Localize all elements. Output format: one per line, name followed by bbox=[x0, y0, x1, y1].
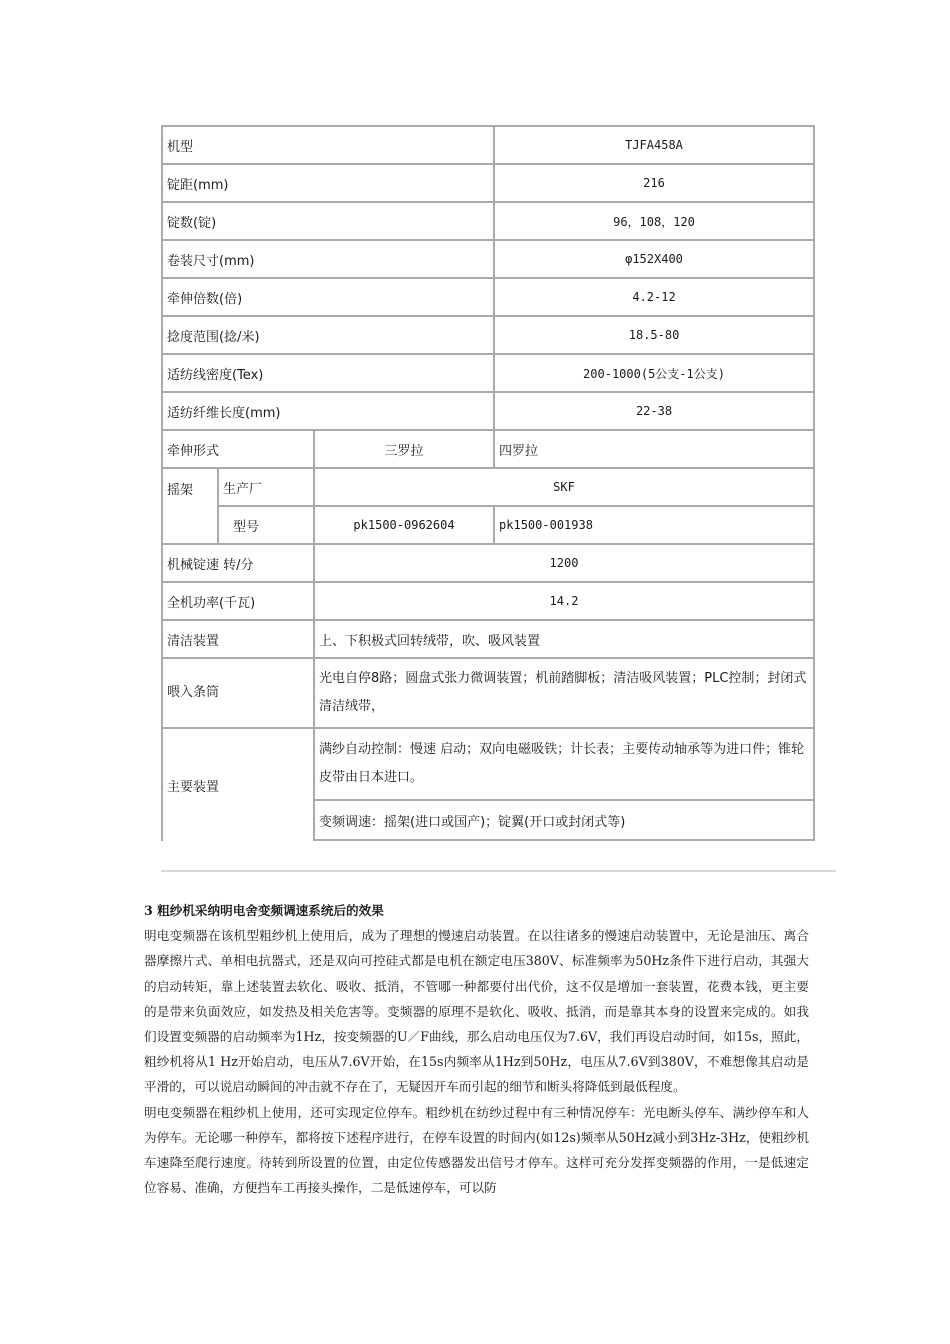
main-value-1: 满纱自动控制：慢速 启动；双向电磁吸铁；计长表；主要传动轴承等为进口件；锥轮皮带由日本进口。 bbox=[315, 729, 815, 801]
row-value: 18.5-80 bbox=[495, 317, 815, 355]
table-row bbox=[163, 279, 815, 317]
row-value: 200-1000(5公支-1公支) bbox=[495, 355, 815, 393]
model-label: 型号 bbox=[219, 507, 315, 545]
table-row-draft bbox=[163, 431, 815, 469]
table-row-power bbox=[163, 583, 815, 621]
draft-label: 牵伸形式 bbox=[163, 431, 315, 469]
row-label: 锭距(mm) bbox=[163, 165, 495, 203]
table-divider bbox=[161, 870, 836, 872]
table-row-rocker-maker bbox=[163, 469, 815, 507]
table-row bbox=[163, 165, 815, 203]
table-row-speed bbox=[163, 545, 815, 583]
row-label: 适纺线密度(Tex) bbox=[163, 355, 495, 393]
maker-value: SKF bbox=[315, 469, 815, 507]
row-value: 96，108，120 bbox=[495, 203, 815, 241]
rocker-label: 摇架 bbox=[163, 469, 219, 545]
row-label: 锭数(锭) bbox=[163, 203, 495, 241]
row-value: φ152X400 bbox=[495, 241, 815, 279]
model-value-1: pk1500-0962604 bbox=[315, 507, 495, 545]
speed-label: 机械锭速 转/分 bbox=[163, 545, 315, 583]
power-value: 14.2 bbox=[315, 583, 815, 621]
table-row bbox=[163, 203, 815, 241]
power-label: 全机功率(千瓦) bbox=[163, 583, 315, 621]
spec-table bbox=[161, 125, 815, 841]
feeding-value: 光电自停8路；圆盘式张力微调装置；机前踏脚板；清洁吸风装置；PLC控制；封闭式清洁绒带， bbox=[315, 659, 815, 729]
draft-four-roller: 四罗拉 bbox=[495, 431, 815, 469]
draft-three-roller: 三罗拉 bbox=[315, 431, 495, 469]
row-value: 22-38 bbox=[495, 393, 815, 431]
paragraph: 明电变频器在粗纱机上使用，还可实现定位停车。粗纱机在纺纱过程中有三种情况停车：光电断头停车、满纱停车和人为停车。无论哪一种停车，都将按下述程序进行，在停车设置的时间内(如12s)频率从50Hz减小到3Hz-3Hz，使粗纱机车速降至爬行速度。待转到所设置的位置，由定位传感器发出信号才停车。这样可充分发挥变频器的作用，一是低速定位容易、准确，方便挡车工再接头操作，二是低速停车，可以防 bbox=[144, 1104, 809, 1196]
section-heading: 3 粗纱机采纳明电舍变频调速系统后的效果 bbox=[144, 903, 384, 918]
row-value: TJFA458A bbox=[495, 127, 815, 165]
table-row bbox=[163, 317, 815, 355]
table-row-cleaning bbox=[163, 621, 815, 659]
paragraph: 明电变频器在该机型粗纱机上使用后，成为了理想的慢速启动装置。在以往诸多的慢速启动装置中，无论是油压、离合器摩擦片式、单相电抗器式，还是双向可控硅式都是电机在额定电压380V、标准频率为50Hz条件下进行启动，其强大的启动转矩，靠上述装置去软化、吸收、抵消，不管哪一种都要付出代价，这不仅是增加一套装置，花费本钱，更主要的是带来负面效应，如发热及相关危害等。变频器的原理不是软化、吸收、抵消，而是靠其本身的设置来完成的。如我们设置变频器的启动频率为1Hz，按变频器的U／F曲线，那么启动电压仅为7.6V，我们再设启动时间，如15s，照此，粗纱机将从1 Hz开始启动，电压从7.6V开始，在15s内频率从1Hz到50Hz，电压从7.6V到380V，不难想像其启动是平滑的，可以说启动瞬间的冲击就不存在了，无疑因开车而引起的细节和断头将降低到最低程度。 bbox=[144, 928, 809, 1095]
table-row bbox=[163, 355, 815, 393]
row-label: 机型 bbox=[163, 127, 495, 165]
main-label: 主要装置 bbox=[163, 729, 315, 841]
row-label: 牵伸倍数(倍) bbox=[163, 279, 495, 317]
row-label: 卷装尺寸(mm) bbox=[163, 241, 495, 279]
article-body bbox=[144, 898, 809, 1200]
maker-label: 生产厂 bbox=[219, 469, 315, 507]
table-row bbox=[163, 241, 815, 279]
cleaning-label: 清洁装置 bbox=[163, 621, 315, 659]
row-label: 适纺纤维长度(mm) bbox=[163, 393, 495, 431]
model-value-2: pk1500-001938 bbox=[495, 507, 815, 545]
row-value: 216 bbox=[495, 165, 815, 203]
table-row bbox=[163, 393, 815, 431]
feeding-label: 喂入条筒 bbox=[163, 659, 315, 729]
main-value-2: 变频调速：摇架(进口或国产)；锭翼(开口或封闭式等) bbox=[315, 801, 815, 841]
cleaning-value: 上、下积极式回转绒带，吹、吸风装置 bbox=[315, 621, 815, 659]
table-row-rocker-model bbox=[163, 507, 815, 545]
speed-value: 1200 bbox=[315, 545, 815, 583]
table-row-main-1 bbox=[163, 729, 815, 801]
row-label: 捻度范围(捻/米) bbox=[163, 317, 495, 355]
table-row bbox=[163, 127, 815, 165]
table-row-feeding bbox=[163, 659, 815, 729]
row-value: 4.2-12 bbox=[495, 279, 815, 317]
